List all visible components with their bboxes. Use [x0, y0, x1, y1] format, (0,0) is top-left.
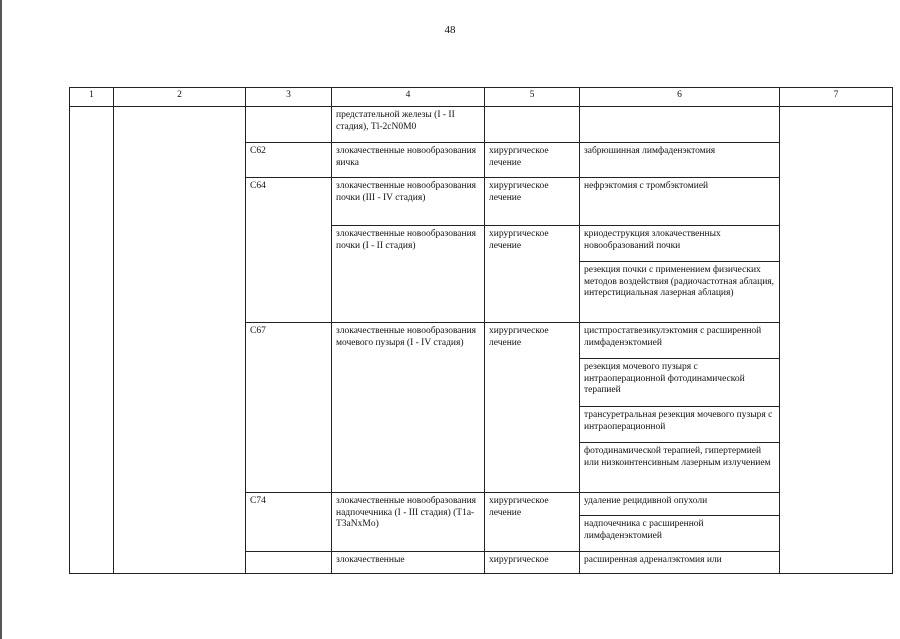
treatment-cell [485, 107, 580, 143]
method-cell: криодеструкция злокачественных новообразований почки [580, 226, 780, 262]
column-header: 1 [70, 88, 114, 107]
method-cell [580, 107, 780, 143]
treatment-cell: хирургическое лечение [485, 323, 580, 493]
method-cell: забрюшинная лимфаденэктомия [580, 143, 780, 178]
header-row [70, 88, 893, 107]
col1-cell [70, 107, 114, 574]
code-cell [246, 107, 332, 143]
column-header: 6 [580, 88, 780, 107]
code-cell [246, 552, 332, 574]
code-cell: C67 [246, 323, 332, 493]
method-cell: нефрэктомия с тромбэктомией [580, 178, 780, 226]
method-cell: надпочечника с расширенной лимфаденэктомией [580, 516, 780, 552]
treatment-cell: хирургическое лечение [485, 143, 580, 178]
column-header: 7 [780, 88, 893, 107]
column-header: 5 [485, 88, 580, 107]
disease-cell: предстательной железы (I - II стадия), Tl-2cN0M0 [332, 107, 485, 143]
treatment-cell: хирургическое [485, 552, 580, 574]
col2-cell [114, 107, 246, 574]
treatment-cell: хирургическое лечение [485, 178, 580, 226]
disease-cell: злокачественные новообразования надпочечника (I - III стадия) (T1a-T3aNxMo) [332, 493, 485, 552]
method-cell: трансуретральная резекция мочевого пузыря с интраоперационной [580, 407, 780, 443]
medical-procedures-table [69, 87, 893, 574]
disease-cell: злокачественные новообразования яичка [332, 143, 485, 178]
method-cell: расширенная адреналэктомия или [580, 552, 780, 574]
disease-cell: злокачественные новообразования почки (III - IV стадия) [332, 178, 485, 226]
column-header: 4 [332, 88, 485, 107]
method-cell: цистпростатвезикулэктомия с расширенной лимфаденэктомией [580, 323, 780, 359]
column-header: 2 [114, 88, 246, 107]
treatment-cell: хирургическое лечение [485, 493, 580, 552]
disease-cell: злокачественные новообразования мочевого пузыря (I - IV стадия) [332, 323, 485, 493]
treatment-cell: хирургическое лечение [485, 226, 580, 323]
method-cell: резекция почки с применением физических методов воздействия (радиочастотная аблация, интерстициальная лазерная аблация) [580, 262, 780, 323]
disease-cell: злокачественные [332, 552, 485, 574]
col7-cell [780, 107, 893, 574]
method-cell: удаление рецидивной опухоли [580, 493, 780, 516]
column-header: 3 [246, 88, 332, 107]
disease-cell: злокачественные новообразования почки (I - II стадия) [332, 226, 485, 323]
page-number: 48 [444, 24, 456, 36]
method-cell: фотодинамической терапией, гипертермией или низкоинтенсивным лазерным излучением [580, 443, 780, 493]
method-cell: резекция мочевого пузыря с интраоперационной фотодинамической терапией [580, 359, 780, 407]
code-cell: C74 [246, 493, 332, 552]
code-cell: C64 [246, 178, 332, 323]
page-edge-line [0, 0, 2, 639]
table-row [70, 107, 893, 143]
code-cell: C62 [246, 143, 332, 178]
